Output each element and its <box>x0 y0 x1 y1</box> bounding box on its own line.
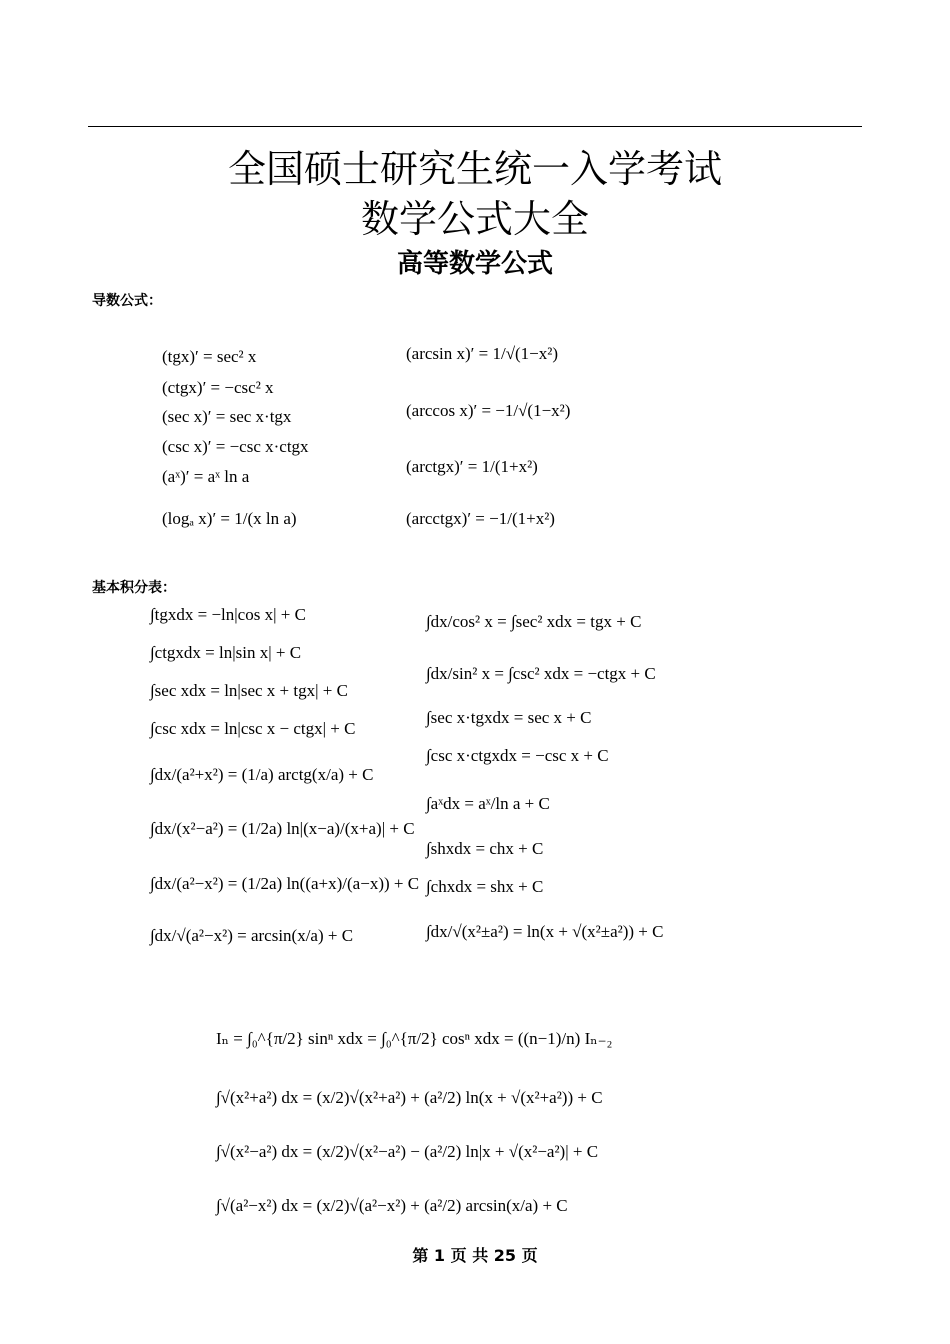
formula-integral-sec-tg: ∫sec x·tgxdx = sec x + C <box>426 708 592 727</box>
footer-page-number: 1 <box>433 1246 446 1265</box>
formula-derivative-arctg: (arctgx)′ = 1/(1+x²) <box>406 457 538 476</box>
formula-integral-sec: ∫sec xdx = ln|sec x + tgx| + C <box>150 681 348 700</box>
formula-integral-sqrt-plus: ∫√(x²+a²) dx = (x/2)√(x²+a²) + (a²/2) ln(x + √(x²+a²)) + C <box>216 1088 603 1107</box>
formula-derivative-arccos: (arccos x)′ = −1/√(1−x²) <box>406 401 571 420</box>
formula-integral-csc-ctg: ∫csc x·ctgxdx = −csc x + C <box>426 746 609 765</box>
formula-integral-ln-minus: ∫dx/(x²−a²) = (1/2a) ln|(x−a)/(x+a)| + C <box>150 819 415 838</box>
formula-integral-sqrt-diff: ∫√(a²−x²) dx = (x/2)√(a²−x²) + (a²/2) arcsin(x/a) + C <box>216 1196 568 1215</box>
footer-suffix: 页 <box>521 1246 538 1265</box>
formula-integral-tg: ∫tgxdx = −ln|cos x| + C <box>150 605 306 624</box>
formula-integral-arctg: ∫dx/(a²+x²) = (1/a) arctg(x/a) + C <box>150 765 374 784</box>
footer-total-pages: 25 <box>493 1246 517 1265</box>
formula-integral-sh: ∫shxdx = chx + C <box>426 839 544 858</box>
formula-integral-sec2: ∫dx/cos² x = ∫sec² xdx = tgx + C <box>426 612 642 631</box>
formula-integral-csc: ∫csc xdx = ln|csc x − ctgx| + C <box>150 719 356 738</box>
formula-derivative-sec: (sec x)′ = sec x·tgx <box>162 407 292 426</box>
formula-derivative-log: (logₐ x)′ = 1/(x ln a) <box>162 509 297 528</box>
footer-prefix: 第 <box>412 1246 429 1265</box>
formula-derivative-ctg: (ctgx)′ = −csc² x <box>162 378 274 397</box>
formula-derivative-arcsin: (arcsin x)′ = 1/√(1−x²) <box>406 344 559 363</box>
formula-integral-ln-sqrt: ∫dx/√(x²±a²) = ln(x + √(x²±a²)) + C <box>426 922 664 941</box>
formula-derivative-csc: (csc x)′ = −csc x·ctgx <box>162 437 309 456</box>
formula-integral-sqrt-minus: ∫√(x²−a²) dx = (x/2)√(x²−a²) − (a²/2) ln|x + √(x²−a²)| + C <box>216 1142 599 1161</box>
section-title: 高等数学公式 <box>396 249 553 279</box>
formula-derivative-exp: (aˣ)′ = aˣ ln a <box>162 467 250 486</box>
formula-derivative-arcctg: (arcctgx)′ = −1/(1+x²) <box>406 509 555 528</box>
header-rule <box>88 126 862 127</box>
document-title: 全国硕士研究生统一入学考试 <box>227 147 722 191</box>
formula-integral-ch: ∫chxdx = shx + C <box>426 877 544 896</box>
formula-integral-ln-plus: ∫dx/(a²−x²) = (1/2a) ln((a+x)/(a−x)) + C <box>150 874 420 893</box>
formula-derivative-tg: (tgx)′ = sec² x <box>162 347 257 366</box>
integrals-heading: 基本积分表： <box>92 580 176 596</box>
formula-integral-csc2: ∫dx/sin² x = ∫csc² xdx = −ctgx + C <box>426 664 656 683</box>
formula-integral-exp: ∫aˣdx = aˣ/ln a + C <box>426 794 550 813</box>
formula-integral-ctg: ∫ctgxdx = ln|sin x| + C <box>150 643 302 662</box>
page-footer <box>0 1243 950 1266</box>
derivatives-heading: 导数公式： <box>92 293 162 309</box>
footer-middle: 页 共 <box>450 1246 489 1265</box>
formula-wallis: Iₙ = ∫₀^{π/2} sinⁿ xdx = ∫₀^{π/2} cosⁿ xdx = ((n−1)/n) Iₙ₋₂ <box>216 1029 613 1048</box>
formula-integral-arcsin: ∫dx/√(a²−x²) = arcsin(x/a) + C <box>150 926 354 945</box>
document-subtitle: 数学公式大全 <box>360 197 589 241</box>
